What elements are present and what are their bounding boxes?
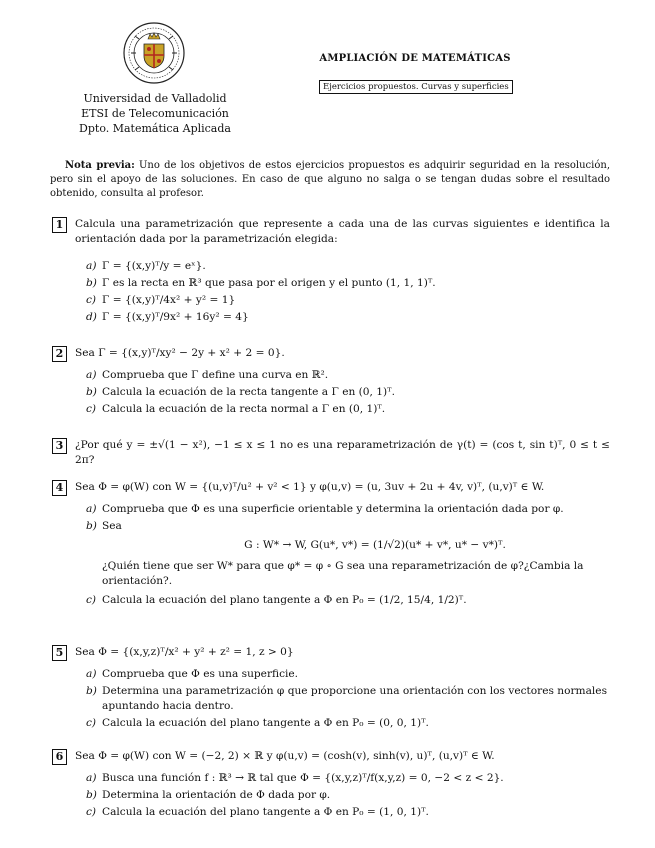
university-seal-logo (123, 22, 185, 84)
exercise-3 (50, 438, 610, 468)
subitem-question: ¿Quién tiene que ser W* para que φ* = φ ∘ G sea una reparametrización de φ?¿Cambia la orientación?. (102, 560, 584, 587)
exercise-5 (50, 645, 610, 733)
exercise-statement: Calcula una parametrización que represente a cada una de las curvas siguientes e identifica la orientación dada por la parametrización elegida: (75, 218, 610, 245)
list-item: a) Γ = {(x,y)ᵀ/y = eˣ}. (86, 260, 206, 272)
exercise-number: 4 (52, 480, 67, 496)
document-subtitle: Ejercicios propuestos. Curvas y superficies (319, 80, 513, 94)
list-item: b) Determina la orientación de Φ dada por φ. (86, 789, 331, 801)
list-item: c) Calcula la ecuación del plano tangente a Φ en P₀ = (1/2, 15/4, 1/2)ᵀ. (86, 594, 467, 606)
display-equation: G : W* → W, G(u*, v*) = (1/√2)(u* + v*, u* − v*)ᵀ. (244, 539, 506, 551)
institution-school: ETSI de Telecomunicación (81, 107, 229, 120)
list-item: b) Determina una parametrización φ que proporcione una orientación con los vectores normales apuntando hacia dentro. (86, 685, 608, 712)
exercise-1 (50, 217, 610, 327)
exercise-2 (50, 346, 610, 419)
exercise-6 (50, 749, 610, 822)
preliminary-note (50, 159, 610, 201)
list-item: a) Comprueba que Γ define una curva en ℝ². (86, 369, 329, 381)
exercise-statement: Sea Γ = {(x,y)ᵀ/xy² − 2y + x² + 2 = 0}. (75, 347, 285, 359)
exercise-number: 2 (52, 346, 67, 362)
institution-university: Universidad de Valladolid (83, 92, 227, 105)
exercise-statement: Sea Φ = {(x,y,z)ᵀ/x² + y² + z² = 1, z > 0} (75, 646, 294, 658)
list-item: b) Calcula la ecuación de la recta tangente a Γ en (0, 1)ᵀ. (86, 386, 395, 398)
note-label: Nota previa: (65, 160, 135, 171)
course-title: AMPLIACIÓN DE MATEMÁTICAS (319, 53, 511, 64)
exercise-statement: Sea Φ = φ(W) con W = {(u,v)ᵀ/u² + v² < 1} y φ(u,v) = (u, 3uv + 2u + 4v, v)ᵀ, (u,v)ᵀ ∈ W. (75, 481, 545, 493)
exercise-statement: ¿Por qué y = ±√(1 − x²), −1 ≤ x ≤ 1 no es una reparametrización de γ(t) = (cos t, sin t)ᵀ, 0 ≤ t ≤ 2π? (75, 439, 610, 466)
exercise-number: 3 (52, 438, 67, 454)
exercise-number: 6 (52, 749, 67, 765)
list-item: a) Comprueba que Φ es una superficie orientable y determina la orientación dada por φ. (86, 503, 564, 515)
list-item: c) Calcula la ecuación del plano tangente a Φ en P₀ = (0, 0, 1)ᵀ. (86, 717, 429, 729)
list-item: b) Sea (86, 520, 122, 532)
list-item: c) Γ = {(x,y)ᵀ/4x² + y² = 1} (86, 294, 236, 306)
exercise-number: 1 (52, 217, 67, 233)
note-text: Uno de los objetivos de estos ejercicios propuestos es adquirir seguridad en la resolución, pero sin el apoyo de las soluciones. En caso de que alguno no salga o se tengan dudas sobre el resultado obtenido, consulta al profesor. (50, 160, 611, 199)
list-item: b) Γ es la recta en ℝ³ que pasa por el origen y el punto (1, 1, 1)ᵀ. (86, 277, 436, 289)
list-item: a) Comprueba que Φ es una superficie. (86, 668, 299, 680)
exercise-number: 5 (52, 645, 67, 661)
exercise-statement: Sea Φ = φ(W) con W = (−2, 2) × ℝ y φ(u,v) = (cosh(v), sinh(v), u)ᵀ, (u,v)ᵀ ∈ W. (75, 750, 495, 762)
institution-department: Dpto. Matemática Aplicada (79, 122, 231, 135)
list-item: a) Busca una función f : ℝ³ → ℝ tal que Φ = {(x,y,z)ᵀ/f(x,y,z) = 0, −2 < z < 2}. (86, 772, 504, 784)
list-item: d) Γ = {(x,y)ᵀ/9x² + 16y² = 4} (86, 311, 249, 323)
exercise-4 (50, 480, 610, 610)
list-item: c) Calcula la ecuación del plano tangente a Φ en P₀ = (1, 0, 1)ᵀ. (86, 806, 429, 818)
list-item: c) Calcula la ecuación de la recta normal a Γ en (0, 1)ᵀ. (86, 403, 386, 415)
